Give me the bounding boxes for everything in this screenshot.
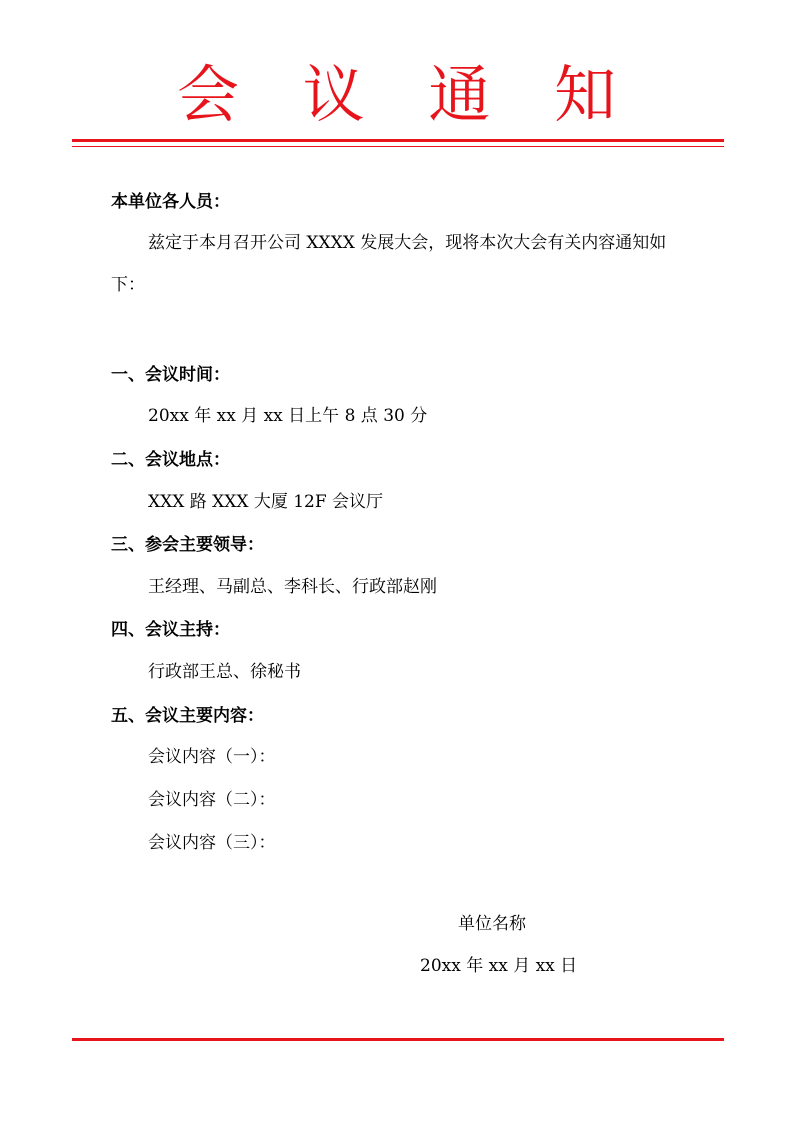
intro-line-2: 下： — [111, 275, 145, 295]
signature-org: 单位名称 — [458, 914, 526, 934]
section-heading-content: 五、会议主要内容： — [111, 706, 264, 726]
section-text-time: 20xx 年 xx 月 xx 日上午 8 点 30 分 — [148, 406, 428, 426]
section-heading-location: 二、会议地点： — [111, 450, 230, 470]
title-divider-thick — [72, 139, 724, 142]
content-item-1: 会议内容（一）： — [148, 747, 276, 767]
salutation: 本单位各人员： — [111, 192, 230, 212]
intro-line-1: 兹定于本月召开公司 XXXX 发展大会，现将本次大会有关内容通知如 — [148, 233, 667, 253]
section-heading-host: 四、会议主持： — [111, 620, 230, 640]
section-text-location: XXX 路 XXX 大厦 12F 会议厅 — [148, 492, 384, 512]
signature-date: 20xx 年 xx 月 xx 日 — [420, 956, 578, 976]
footer-divider — [72, 1038, 724, 1041]
content-item-2: 会议内容（二）： — [148, 790, 276, 810]
section-text-leaders: 王经理、马副总、李科长、行政部赵刚 — [148, 577, 437, 597]
title-divider-thin — [72, 146, 724, 147]
section-heading-time: 一、会议时间： — [111, 365, 230, 385]
document-title: 会 议 通 知 — [176, 58, 639, 131]
content-item-3: 会议内容（三）： — [148, 833, 276, 853]
section-text-host: 行政部王总、徐秘书 — [148, 662, 301, 682]
section-heading-leaders: 三、参会主要领导： — [111, 535, 264, 555]
